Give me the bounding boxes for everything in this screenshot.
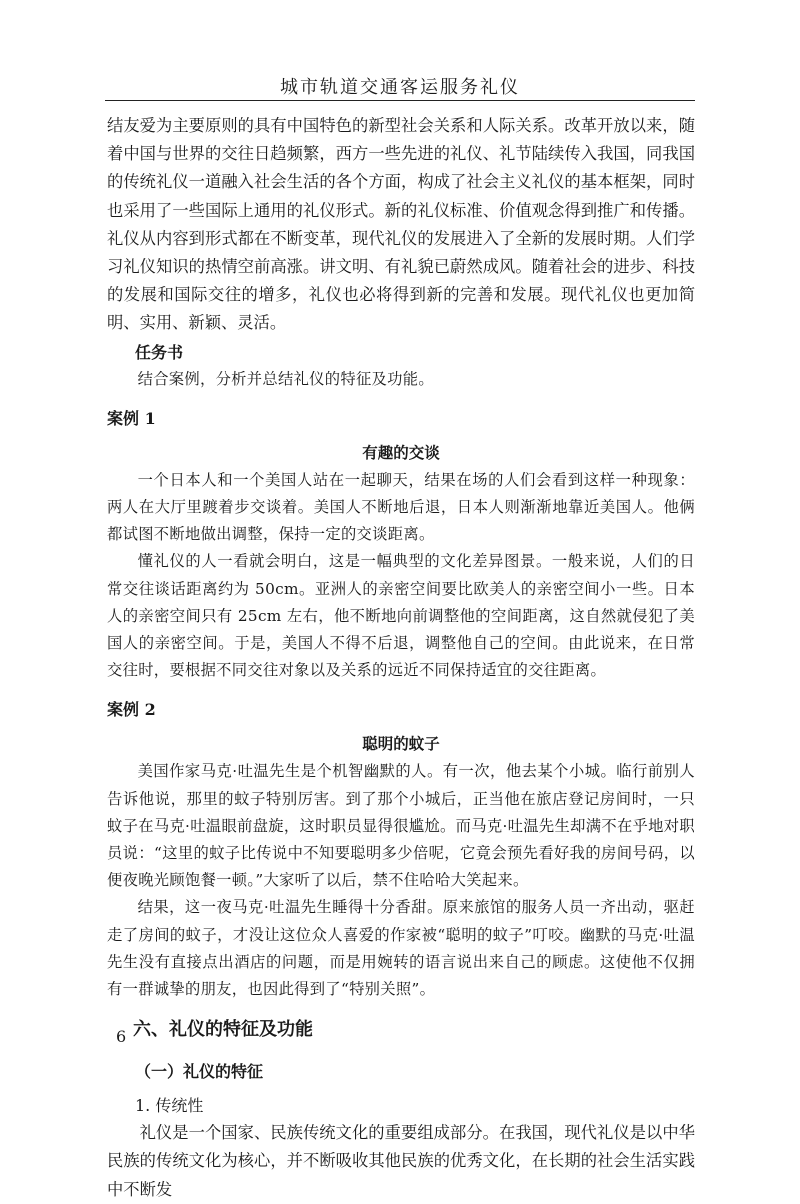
section-paragraph: 礼仪是一个国家、民族传统文化的重要组成部分。在我国，现代礼仪是以中华民族的传统文化为核心，并不断吸收其他民族的优秀文化，在长期的社会生活实践中不断发 [107,1123,695,1199]
task-label: 任务书 [135,342,184,362]
case-1-title: 有趣的交谈 [362,442,440,462]
header-rule [105,100,695,101]
page-content [107,112,695,1204]
case-2-title: 聪明的蚊子 [362,734,440,754]
intro-paragraph: 结友爱为主要原则的具有中国特色的新型社会关系和人际关系。改革开放以来，随着中国与世界的交往日趋频繁，西方一些先进的礼仪、礼节陆续传入我国，同我国的传统礼仪一道融入社会生活的各个方面，构成了社会主义礼仪的基本框架，同时也采用了一些国际上通用的礼仪形式。新的礼仪标准、价值观念得到推广和传播。礼仪从内容到形式都在不断变革，现代礼仪的发展进入了全新的发展时期。人们学习礼仪知识的热情空前高涨。讲文明、有礼貌已蔚然成风。随着社会的进步、科技的发展和国际交往的增多，礼仪也必将得到新的完善和发展。现代礼仪也更加简明、实用、新颖、灵活。 [107,116,695,333]
subsection-heading: （一）礼仪的特征 [135,1062,264,1082]
case-2-paragraph-1: 美国作家马克·吐温先生是个机智幽默的人。有一次，他去某个小城。临行前别人告诉他说，那里的蚊子特别厉害。到了那个小城后，正当他在旅店登记房间时，一只蚊子在马克·吐温眼前盘旋，这时职员显得很尴尬。而马克·吐温先生却满不在乎地对职员说：“这里的蚊子比传说中不知要聪明多少倍呢，它竟会预先看好我的房间号码，以便夜晚光顾饱餐一顿。”大家听了以后，禁不住哈哈大笑起来。 [107,762,695,890]
case-2-paragraph-2: 结果，这一夜马克·吐温先生睡得十分香甜。原来旅馆的服务人员一齐出动，驱赶走了房间的蚊子，才没让这位众人喜爱的作家被“聪明的蚊子”叮咬。幽默的马克·吐温先生没有直接点出酒店的问题，而是用婉转的语言说出来自己的顾虑。这使他不仅拥有一群诚挚的朋友，也因此得到了“特别关照”。 [107,898,695,999]
task-text: 结合案例，分析并总结礼仪的特征及功能。 [137,369,434,388]
case-1-paragraph-2: 懂礼仪的人一看就会明白，这是一幅典型的文化差异图景。一般来说，人们的日常交往谈话距离约为 50cm。亚洲人的亲密空间要比欧美人的亲密空间小一些。日本人的亲密空间只有 25cm 左右，他不断地向前调整他的空间距离，这自然就侵犯了美国人的亲密空间。于是，美国人不得不后退，调整他自己的空间。由此说来，在日常交往时，要根据不同交往对象以及关系的远近不同保持适宜的交往距离。 [107,552,695,680]
section-heading: 六、礼仪的特征及功能 [133,1019,313,1041]
case-2-label: 案例 2 [107,700,156,720]
case-1-label: 案例 1 [107,408,156,428]
running-header: 城市轨道交通客运服务礼仪 [280,77,520,98]
case-1-paragraph-1: 一个日本人和一个美国人站在一起聊天，结果在场的人们会看到这样一种现象：两人在大厅里踱着步交谈着。美国人不断地后退，日本人则渐渐地靠近美国人。他俩都试图不断地做出调整，保持一定的交谈距离。 [107,470,695,544]
item-heading: 1. 传统性 [135,1096,204,1116]
page-number: 6 [116,1027,127,1046]
